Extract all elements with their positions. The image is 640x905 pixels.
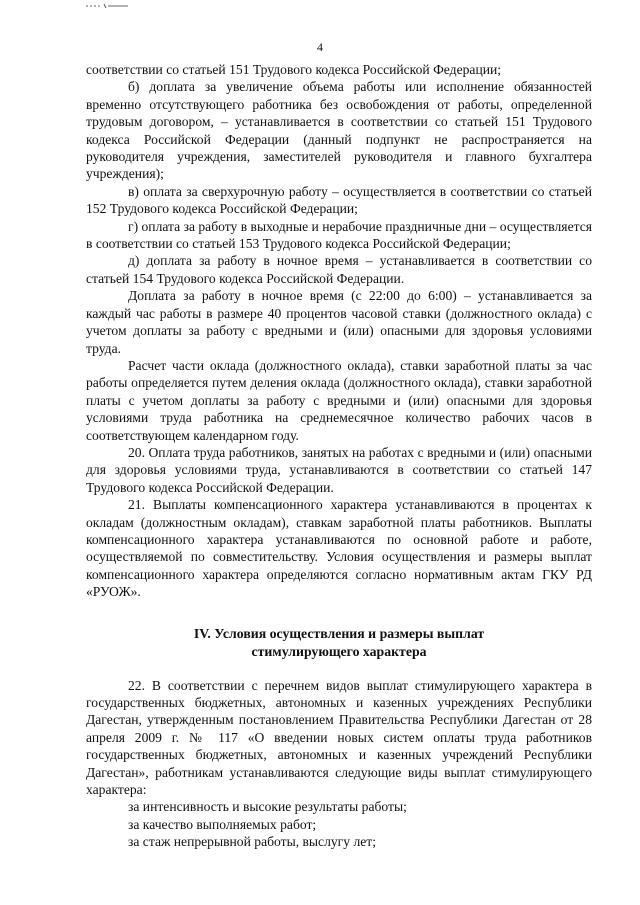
paragraph-clause-22: 22. В соответствии с перечнем видов выплат стимулирующего характера в государственных бюджетных, автономных и казенных учреждениях Республики Дагестан, утвержденным постановлением Правительства Республики Дагестан от 28 апреля 2009 г. № 117 «О введении новых систем оплаты труда работников государственных бюджетных, автономных и казенных учреждений Республики Дагестан», работникам устанавливаются следующие виды выплат стимулирующего характера: — [86, 677, 592, 798]
paragraph-item-v: в) оплата за сверхурочную работу – осуществляется в соответствии со статьей 152 Трудового кодекса Российской Федерации; — [86, 183, 592, 217]
list-item: за интенсивность и высокие результаты работы; — [128, 799, 407, 815]
section-heading-line-1: IV. Условия осуществления и размеры выплат — [193, 625, 485, 641]
paragraph-item-g: г) оплата за работу в выходные и нерабочие праздничные дни – осуществляется в соответствии со статьей 153 Трудового кодекса Российской Федерации; — [86, 218, 592, 252]
paragraph-hourly-calc: Расчет части оклада (должностного оклада), ставки заработной платы за час работы определяется путем деления оклада (должностного оклада), ставки заработной платы с учетом доплаты за работу с вредными и (или) опасными для здоровья условиями труда работника на среднемесячное количество рабочих часов в соответствующем календарном году. — [86, 357, 592, 443]
paragraph-clause-21: 21. Выплаты компенсационного характера устанавливаются в процентах к окладам (должностным окладам), ставкам заработной платы работников. Выплаты компенсационного характера устанавливаются по основной работе и работе, осуществляемой по совместительству. Условия осуществления и размеры выплат компенсационного характера определяются согласно нормативным актам ГКУ РД «РУОЖ». — [86, 497, 592, 600]
section-heading — [86, 625, 592, 661]
list-item: за качество выполняемых работ; — [128, 816, 317, 832]
list-item: за стаж непрерывной работы, выслугу лет; — [128, 834, 376, 850]
page-number: 4 — [317, 40, 323, 54]
paragraph-continuation: соответствии со статьей 151 Трудового кодекса Российской Федерации; — [86, 62, 502, 77]
paragraph-item-d: д) доплата за работу в ночное время – устанавливается в соответствии со статьей 154 Трудового кодекса Российской Федерации. — [86, 253, 592, 286]
paragraph-clause-20: 20. Оплата труда работников, занятых на работах с вредными и (или) опасными для здоровья условиями труда, устанавливаются в соответствии со статьей 147 Трудового кодекса Российской Федерации. — [86, 444, 592, 495]
section-heading-line-2: стимулирующего характера — [251, 643, 427, 659]
paragraph-item-b: б) доплата за увеличение объема работы или исполнение обязанностей временно отсутствующего работника без освобождения от работы, определенной трудовым договором, – устанавливается в соответствии со статьей 151 Трудового кодекса Российской Федерации (данный подпункт не распространяется на руководителя учреждения, заместителей руководителя и главного бухгалтера учреждения); — [86, 79, 592, 182]
scan-artifact-mark — [86, 2, 128, 8]
paragraph-night-pay: Доплата за работу в ночное время (с 22:00 до 6:00) – устанавливается за каждый час работы в размере 40 процентов часовой ставки (должностного оклада) с учетом доплаты за работу с вредными и (или) опасными для здоровья условиями труда. — [86, 288, 592, 356]
document-body — [86, 61, 592, 851]
